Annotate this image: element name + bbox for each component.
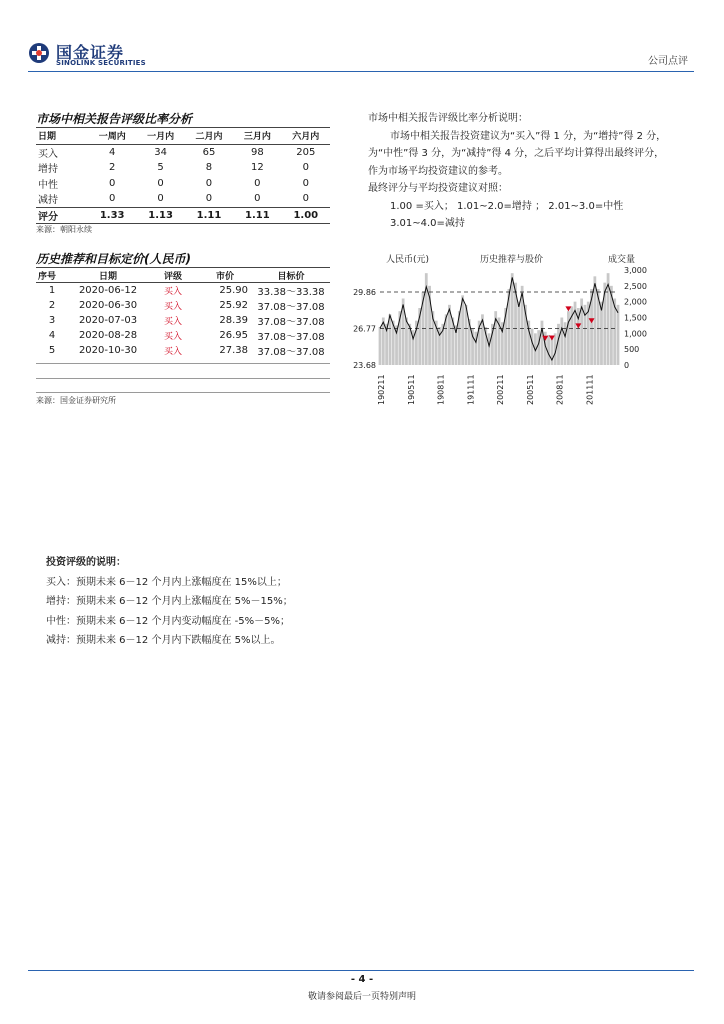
empty-row-rule — [36, 363, 330, 364]
cell: 0 — [157, 193, 164, 205]
mapping-line-2: 3.01~4.0=减持 — [390, 218, 465, 229]
brand-name-cn: 国金证券 — [56, 43, 125, 62]
definition-item: 增持：预期未来 6－12 个月内上涨幅度在 5%－15%； — [46, 596, 293, 607]
row-label: 评分 — [36, 207, 88, 224]
table-row — [36, 144, 330, 160]
row-no: 4 — [48, 330, 56, 341]
ratings-col-header: 日期 — [36, 128, 88, 145]
definition-item: 买入：预期未来 6－12 个月内上涨幅度在 15%以上； — [46, 576, 287, 588]
header-divider — [28, 71, 694, 72]
volume-bar — [531, 329, 534, 365]
x-tick: 190211 — [377, 374, 386, 405]
mapping-line-1: 1.00 =买入； 1.01~2.0=增持 ； 2.01~3.0=中性 — [390, 200, 624, 212]
x-tick: 190511 — [406, 374, 416, 405]
cell: 1.00 — [282, 207, 330, 224]
volume-bar — [547, 335, 550, 365]
cell: 2 — [109, 162, 116, 174]
definition-item: 减持：预期未来 6－12 个月内下跌幅度在 5%以上。 — [46, 635, 281, 646]
row-no: 2 — [48, 300, 56, 311]
table-row — [36, 343, 330, 358]
table-row — [36, 313, 330, 328]
row-label: 中性 — [38, 179, 58, 191]
volume-bar — [517, 302, 520, 365]
row-date: 2020-10-30 — [78, 345, 138, 356]
row-label: 买入 — [38, 148, 58, 160]
definition-item: 中性：预期未来 6－12 个月内变动幅度在 -5%－5%； — [46, 615, 290, 627]
ratings-table — [36, 127, 330, 224]
volume-bar — [567, 311, 570, 365]
history-col-header: 评级 — [148, 268, 198, 283]
x-tick: 200211 — [496, 374, 505, 405]
table-bottom-rule — [36, 392, 330, 393]
explanation-body: 市场中相关报告投资建议为“买入”得 1 分，为“增持”得 2 分，为“中性”得 3 分，为“减持”得 4 分，之后平均计算得出最终评分，作为市场平均投资建议的参考。 — [368, 130, 667, 177]
y-tick-left: 23.68 — [353, 361, 376, 370]
cell: 0 — [254, 177, 261, 189]
x-tick: 200511 — [525, 374, 535, 405]
cell: 5 — [157, 162, 164, 174]
row-date: 2020-06-12 — [78, 285, 138, 296]
volume-bar — [465, 305, 468, 365]
cell: 0 — [302, 177, 309, 189]
volume-bars — [379, 273, 620, 365]
row-label: 增持 — [38, 164, 58, 176]
cell: 0 — [302, 193, 309, 205]
cell: 1.11 — [185, 207, 233, 224]
table-row — [36, 298, 330, 313]
y-tick-left: 29.86 — [353, 288, 376, 297]
cell: 0 — [205, 193, 213, 205]
row-date: 2020-08-28 — [78, 330, 138, 341]
history-source: 来源：国金证券研究所 — [36, 396, 116, 405]
cell: 1.33 — [88, 207, 136, 224]
explanation-heading: 市场中相关报告评级比率分析说明： — [368, 113, 528, 124]
volume-bar — [511, 273, 514, 365]
price-history-chart — [353, 250, 690, 410]
definitions-title: 投资评级的说明： — [46, 557, 126, 568]
ratings-title: 市场中相关报告评级比率分析 — [36, 112, 193, 126]
volume-bar — [537, 330, 540, 365]
page-number: - 4 - — [350, 974, 374, 985]
row-price: 26.95 — [219, 330, 248, 341]
ratings-col-header: 六月内 — [282, 128, 330, 145]
x-tick: 190811 — [436, 374, 446, 405]
cell: 1.13 — [136, 207, 184, 224]
cell: 4 — [109, 146, 116, 158]
row-price: 25.92 — [219, 300, 248, 311]
row-target: 37.08～37.08 — [257, 347, 325, 358]
cell: 0 — [205, 177, 213, 189]
table-row — [36, 191, 330, 207]
cell: 0 — [109, 177, 116, 189]
y-tick-right: 0 — [624, 361, 630, 370]
cell: 1.11 — [233, 207, 281, 224]
cell: 65 — [202, 146, 216, 158]
volume-bar — [560, 318, 563, 366]
ratings-col-header: 一月内 — [136, 128, 184, 145]
row-no: 3 — [48, 315, 56, 326]
ratings-col-header: 一周内 — [88, 128, 136, 145]
row-rating: 买入 — [163, 287, 182, 297]
history-col-header: 日期 — [68, 268, 148, 283]
y-axis-left-label: 人民币(元) — [386, 255, 430, 265]
volume-bar — [488, 333, 491, 365]
table-row — [36, 283, 330, 299]
y-tick-right: 2,500 — [624, 281, 647, 291]
row-rating: 买入 — [163, 347, 182, 357]
cell: 98 — [251, 146, 264, 158]
disclaimer-note: 敬请参阅最后一页特别声明 — [307, 992, 416, 1002]
table-row — [36, 328, 330, 343]
row-date: 2020-07-03 — [78, 315, 138, 326]
table-row — [36, 160, 330, 176]
rating-definitions — [46, 553, 293, 651]
y-tick-right: 2,000 — [624, 297, 647, 307]
y-tick-right: 3,000 — [624, 266, 647, 275]
score-row — [36, 207, 330, 224]
x-tick: 191111 — [466, 374, 476, 405]
row-target: 37.08～37.08 — [257, 302, 325, 313]
report-type: 公司点评 — [648, 56, 688, 67]
row-rating: 买入 — [163, 302, 182, 312]
cell: 0 — [157, 177, 164, 189]
x-tick: 201111 — [585, 374, 595, 405]
history-col-header: 市价 — [198, 268, 252, 283]
footer-divider — [28, 970, 694, 971]
row-date: 2020-06-30 — [78, 300, 138, 311]
brand-name-en: SINOLINK SECURITIES — [56, 59, 146, 67]
row-price: 25.90 — [219, 285, 248, 296]
empty-row-rule — [36, 378, 330, 379]
volume-bar — [600, 302, 603, 365]
sinolink-logo-icon — [28, 42, 50, 64]
history-title: 历史推荐和目标定价(人民币) — [36, 252, 191, 266]
row-target: 37.08～37.08 — [257, 332, 325, 343]
chart-title: 历史推荐与股价 — [480, 255, 544, 265]
row-price: 28.39 — [219, 315, 248, 326]
y-axis-right-label: 成交量 — [608, 255, 636, 265]
y-tick-left: 26.77 — [353, 324, 376, 334]
cell: 205 — [296, 146, 316, 158]
volume-bar — [379, 327, 382, 365]
row-target: 33.38～33.38 — [257, 287, 325, 298]
row-no: 5 — [48, 345, 56, 356]
ratings-source: 来源：朝阳永续 — [36, 225, 92, 234]
row-label: 减持 — [38, 195, 58, 207]
cell: 12 — [251, 162, 264, 174]
table-row — [36, 176, 330, 192]
row-rating: 买入 — [163, 317, 182, 327]
row-price: 27.38 — [219, 345, 248, 356]
volume-bar — [405, 318, 408, 366]
y-tick-right: 500 — [624, 345, 640, 355]
ratings-col-header: 三月内 — [233, 128, 281, 145]
cell: 0 — [302, 162, 309, 174]
ratings-explanation — [368, 110, 674, 233]
row-no: 1 — [48, 285, 56, 296]
history-col-header: 序号 — [36, 268, 68, 283]
row-rating: 买入 — [163, 332, 182, 342]
row-target: 37.08～37.08 — [257, 317, 325, 328]
ratings-col-header: 二月内 — [185, 128, 233, 145]
cell: 34 — [154, 146, 167, 158]
x-tick: 200811 — [555, 374, 565, 405]
y-tick-right: 1,500 — [624, 313, 647, 323]
mapping-heading: 最终评分与平均投资建议对照： — [368, 183, 508, 194]
cell: 0 — [109, 193, 116, 205]
volume-bar — [541, 321, 544, 365]
history-table — [36, 267, 330, 358]
history-col-header: 目标价 — [252, 268, 330, 283]
volume-bar — [617, 305, 620, 365]
y-tick-right: 1,000 — [624, 329, 647, 339]
cell: 8 — [205, 162, 213, 174]
cell: 0 — [254, 193, 261, 205]
